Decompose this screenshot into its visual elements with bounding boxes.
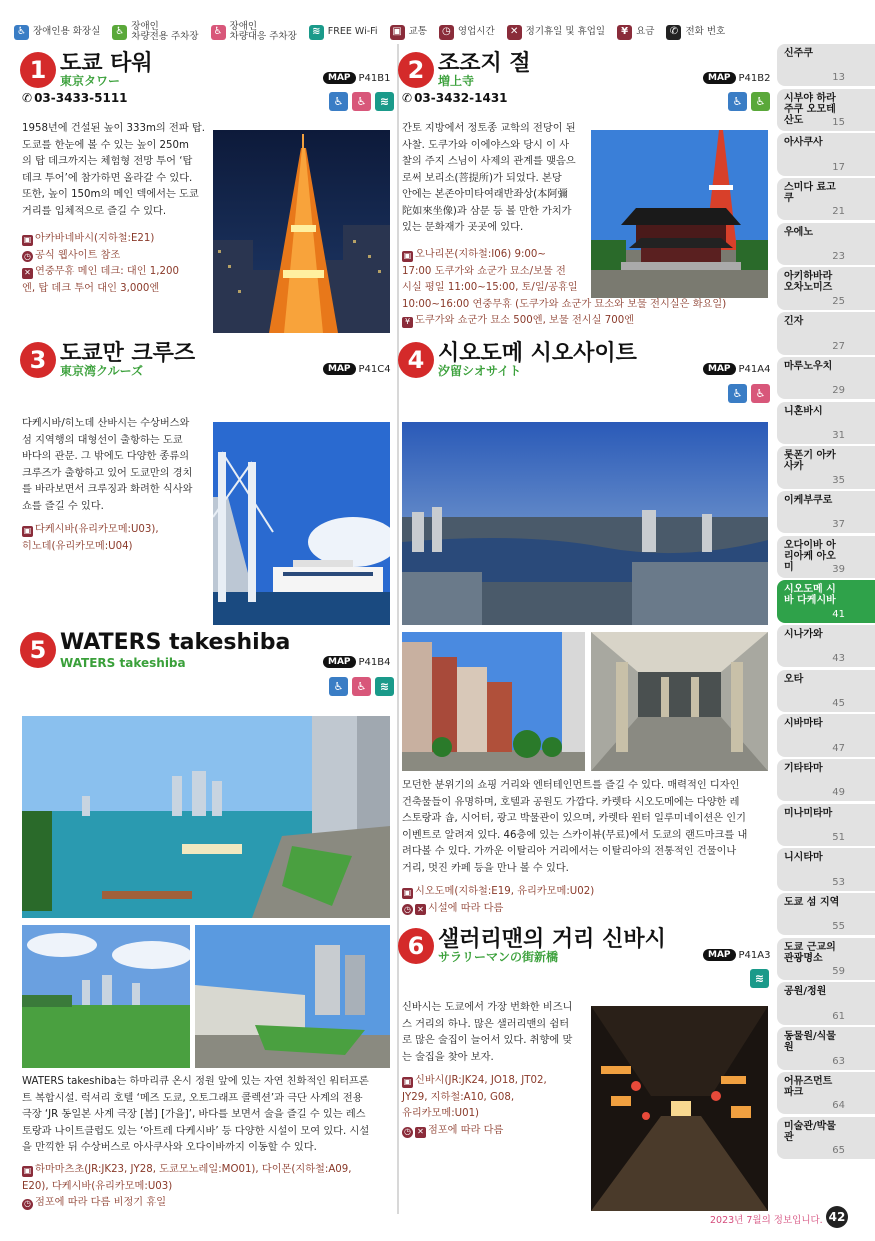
phone-text: 03-3432-1431 — [414, 91, 508, 105]
sidebar-tab[interactable] — [777, 670, 875, 712]
sidebar-tab-page: 17 — [832, 161, 845, 173]
sidebar-tab-page: 13 — [832, 72, 845, 84]
facility-icons — [750, 969, 769, 988]
sidebar-tab-label: 도쿄 섬 지역 — [784, 897, 840, 909]
info-line: E20), 다케시바(유리카모메:U03) — [22, 1180, 173, 1192]
desc-line: 있는 문화재가 곳곳에 있다. — [402, 222, 524, 234]
phone-number[interactable] — [22, 91, 128, 105]
desc-line: 도쿄를 한눈에 볼 수 있는 높이 250m — [22, 139, 189, 151]
legend-label: 장애인 차량대응 주차장 — [229, 21, 297, 42]
sidebar-tab[interactable] — [777, 982, 875, 1024]
tokyo-tower-photo — [213, 130, 390, 333]
spot-info — [22, 231, 212, 297]
wheelchair-icon: ♿ — [14, 25, 29, 40]
map-badge: MAP — [703, 363, 736, 375]
spot-number-badge: 1 — [20, 52, 56, 88]
spot-description — [22, 121, 212, 220]
map-ref-text: P41B4 — [358, 656, 391, 668]
desc-line: 다케시바/히노데 산바시는 수상버스와 — [22, 418, 190, 429]
legend-label: FREE Wi-Fi — [327, 26, 378, 38]
sidebar-tab[interactable] — [777, 625, 875, 667]
spot-description — [402, 1000, 590, 1066]
sidebar-tab-label: 긴자 — [784, 316, 804, 328]
desc-line: 토랑과 나이트클럽도 있는 ‘아트레 다케시바’ 등 다양한 시설이 모여 있다. 시설 — [22, 1125, 370, 1137]
sidebar-tab[interactable] — [777, 89, 875, 131]
sidebar-tab-page: 53 — [832, 876, 845, 888]
spot-title: 도쿄만 크루즈 — [60, 341, 196, 366]
yen-icon: ¥ — [402, 317, 413, 328]
facility-icons — [329, 92, 394, 111]
map-reference[interactable] — [703, 72, 771, 84]
transit-icon: ▣ — [23, 1166, 32, 1175]
map-ref-text: P41A3 — [738, 949, 771, 961]
spot-japanese-name: 増上寺 — [438, 74, 475, 88]
sidebar-tab-label: 시부야 하라주쿠 오모테산도 — [784, 92, 836, 126]
yen-icon: ¥ — [617, 25, 632, 40]
sidebar-tab-label: 이케부쿠로 — [784, 494, 833, 506]
sidebar-tab-label: 기타타마 — [784, 763, 823, 774]
phone-number[interactable] — [402, 91, 508, 105]
wifi-icon: ≋ — [375, 92, 394, 111]
spot-number-badge: 6 — [398, 928, 434, 964]
sidebar-tab-page: 37 — [832, 519, 845, 531]
sidebar-tab-page: 43 — [832, 653, 845, 665]
map-badge: MAP — [323, 363, 356, 375]
sidebar-tab-label: 공원/정원 — [784, 986, 827, 998]
sidebar-tab-page: 55 — [832, 921, 845, 933]
legend-item — [309, 25, 378, 40]
zojoji-temple-photo — [591, 130, 768, 298]
closed-icon: ✕ — [415, 904, 426, 915]
sidebar-tab-page: 31 — [832, 429, 845, 441]
desc-line: 사찰. 도쿠가와 이에야스와 당시 이 사 — [402, 139, 570, 151]
phone-icon: ✆ — [666, 25, 681, 40]
sidebar-tab[interactable] — [777, 759, 875, 801]
desc-line: 거리, 멋진 카페 등을 만나 볼 수 있다. — [402, 862, 569, 874]
desc-line: 의 탑 데크까지는 체험형 전망 투어 ‘탑 — [22, 156, 193, 168]
sidebar-tab-label: 시바마타 — [784, 718, 823, 730]
sidebar-tab[interactable] — [777, 714, 875, 756]
accessible-parking-alt-icon: ♿ — [352, 677, 371, 696]
transit-icon: ▣ — [403, 888, 412, 897]
wheelchair-icon: ♿ — [728, 92, 747, 111]
desc-line: 또한, 높이 150m의 메인 덱에서는 도쿄 — [22, 189, 199, 201]
transit-icon: ▣ — [403, 251, 412, 260]
info-line: 연중무휴 메인 데크: 대인 1,200 — [35, 266, 179, 278]
desc-line: 1958년에 건설된 높이 333m의 전파 탑. — [22, 123, 205, 134]
sidebar-tab[interactable] — [777, 1027, 875, 1069]
sidebar-tab-label: 신주쿠 — [784, 48, 813, 59]
wheelchair-icon: ♿ — [728, 384, 747, 403]
icon-legend — [14, 16, 774, 48]
transit-icon: ▣ — [403, 1077, 412, 1086]
info-line: 히노데(유리카모메:U04) — [22, 540, 133, 552]
tokyo-bay-cruise-photo — [213, 422, 390, 625]
sidebar-tab-label: 오타 — [784, 673, 804, 685]
desc-line: 찰의 주지 스님이 사제의 관계를 맺음으 — [402, 156, 576, 168]
desc-line: 모던한 분위기의 쇼핑 거리와 엔터테인먼트를 즐길 수 있다. 매력적인 디자인 — [402, 780, 740, 791]
map-ref-text: P41B1 — [358, 72, 391, 84]
sidebar-tab-page: 63 — [832, 1055, 845, 1067]
legend-item — [507, 25, 605, 40]
desc-line: 트 복합시설. 럭셔리 호텔 ‘메즈 도쿄, 오토그래프 콜렉션’과 극단 사계의 전용 — [22, 1092, 363, 1104]
desc-line: 이벤트로 알려져 있다. 46층에 있는 스카이뷰(무료)에서 도쿄의 랜드마크를 내 — [402, 829, 748, 841]
legend-item — [666, 25, 725, 40]
desc-line: 크루즈가 출항하고 있어 도쿄만의 경치 — [22, 467, 193, 479]
legend-item — [390, 25, 427, 40]
sidebar-tab[interactable] — [777, 804, 875, 846]
sidebar-tab-page: 15 — [832, 117, 845, 129]
desc-line: 바다의 관문. 그 밖에도 다양한 종류의 — [22, 451, 190, 463]
map-reference[interactable] — [323, 363, 391, 375]
spot-info — [22, 1162, 394, 1212]
sidebar-tab-label: 아키하바라 오차노미즈 — [784, 271, 833, 294]
info-line: 유리카모메:U01) — [402, 1108, 480, 1120]
spot-japanese-name: 東京タワー — [60, 74, 121, 88]
waters-takeshiba-theater-photo — [195, 925, 390, 1068]
sidebar-tab-label: 오다이바 아리아케 아오미 — [784, 539, 836, 573]
sidebar-tab[interactable] — [777, 178, 875, 220]
wifi-icon: ≋ — [309, 25, 324, 40]
accessible-parking-alt-icon: ♿ — [211, 25, 226, 40]
legend-item — [617, 25, 654, 40]
info-line: 오나리몬(지하철:I06) 9:00~ — [415, 249, 546, 260]
info-line: 공식 웹사이트 참조 — [35, 249, 121, 261]
sidebar-tab-page: 21 — [832, 206, 845, 218]
sidebar-tab-label: 미나미타마 — [784, 807, 833, 819]
info-line: 아카바네바시(지하철:E21) — [35, 233, 155, 244]
sidebar-tab-page: 61 — [832, 1010, 845, 1022]
spot-number-badge: 4 — [398, 342, 434, 378]
sidebar-tab-label: 시오도메 시바 다케시바 — [784, 584, 836, 607]
sidebar-tab-page: 64 — [832, 1100, 845, 1112]
desc-line: 쇼를 즐길 수 있다. — [22, 500, 104, 512]
spot-title: 조조지 절 — [438, 51, 531, 76]
facility-icons — [329, 677, 394, 696]
accessible-parking-icon: ♿ — [751, 92, 770, 111]
desc-line: 데크 투어’에 참가하면 올라갈 수 있다. — [22, 172, 193, 184]
sidebar-tab-page: 65 — [832, 1144, 845, 1156]
desc-line: 을 만끽한 뒤 수상버스로 아사쿠사와 오다이바까지 이동할 수 있다. — [22, 1142, 317, 1154]
italian-street-photo — [402, 632, 585, 771]
sidebar-tab-page: 41 — [832, 608, 845, 620]
info-line: 도쿠가와 쇼군가 묘소 500엔, 보물 전시실 700엔 — [415, 315, 635, 327]
facility-icons — [728, 92, 770, 111]
spot-number-badge: 3 — [20, 342, 56, 378]
desc-line: 스토랑과 숍, 시어터, 광고 박물관이 있으며, 카렛타 윈터 일루미네이션은 인기 — [402, 813, 746, 825]
spot-info — [402, 884, 774, 917]
shiodome-underground-photo — [591, 632, 768, 771]
clock-icon: ◷ — [22, 1199, 33, 1210]
phone-icon: ✆ — [22, 91, 33, 105]
sidebar-tab[interactable] — [777, 446, 875, 488]
sidebar-tab[interactable] — [777, 1072, 875, 1114]
column-divider — [397, 44, 399, 1214]
spot-description — [402, 778, 774, 877]
transit-icon: ▣ — [23, 526, 32, 535]
sidebar-tab-page: 39 — [832, 563, 845, 575]
map-ref-text: P41C4 — [358, 363, 391, 375]
spot-japanese-name: 東京湾クルーズ — [60, 364, 144, 378]
map-badge: MAP — [703, 949, 736, 961]
sidebar-tab-label: 미술관/박물관 — [784, 1120, 836, 1143]
phone-text: 03-3433-5111 — [34, 91, 128, 105]
desc-line: 섬 지역행의 대형선이 출항하는 도쿄 — [22, 434, 183, 446]
legend-item — [14, 25, 100, 40]
sidebar-tab[interactable] — [777, 402, 875, 444]
sidebar-tab[interactable] — [777, 267, 875, 309]
sidebar-tab-page: 23 — [832, 251, 845, 263]
wifi-icon: ≋ — [750, 969, 769, 988]
desc-line: 신바시는 도쿄에서 가장 번화한 비즈니 — [402, 1002, 573, 1013]
info-line: 엔, 탑 데크 투어 대인 3,000엔 — [22, 282, 160, 294]
wheelchair-icon: ♿ — [329, 677, 348, 696]
sidebar-tab-page: 25 — [832, 295, 845, 307]
map-ref-text: P41A4 — [738, 363, 771, 375]
spot-description — [402, 121, 592, 237]
sidebar-tab-label: 니시타마 — [784, 852, 823, 864]
shiodome-skyline-photo — [402, 422, 768, 625]
accessible-parking-alt-icon: ♿ — [751, 384, 770, 403]
spot-number-badge: 5 — [20, 632, 56, 668]
info-line: 점포에 따라 다름 — [428, 1124, 504, 1136]
map-badge: MAP — [323, 656, 356, 668]
sidebar-tab-page: 45 — [832, 698, 845, 710]
info-line: 시실 평일 11:00~15:00, 토/일/공휴일 — [402, 282, 578, 294]
spot-description — [22, 416, 212, 515]
sidebar-tab[interactable] — [777, 223, 875, 265]
sidebar-tab[interactable] — [777, 580, 875, 622]
map-ref-text: P41B2 — [738, 72, 771, 84]
closed-icon: ✕ — [22, 268, 33, 279]
desc-line: 거리를 입체적으로 즐길 수 있다. — [22, 205, 167, 217]
info-line: JY29, 지하철:A10, G08, — [402, 1091, 515, 1103]
map-reference[interactable] — [703, 949, 771, 961]
spot-japanese-name: WATERS takeshiba — [60, 656, 186, 670]
legend-item — [439, 25, 495, 40]
sidebar-tab-page: 35 — [832, 474, 845, 486]
sidebar-tab-page: 27 — [832, 340, 845, 352]
map-badge: MAP — [703, 72, 736, 84]
sidebar-tab[interactable] — [777, 938, 875, 980]
desc-line: 간토 지방에서 정토종 교학의 전당이 된 — [402, 123, 576, 134]
clock-icon: ◷ — [439, 25, 454, 40]
info-line: 하마마츠초(JR:JK23, JY28, 도쿄모노레일:MO01), 다이몬(지하철:A09, — [35, 1164, 352, 1175]
phone-icon: ✆ — [402, 91, 413, 105]
spot-japanese-name: サラリーマンの街新橋 — [438, 950, 559, 964]
accessible-parking-icon: ♿ — [112, 25, 127, 40]
info-line: 시설에 따라 다름 — [428, 902, 504, 914]
legend-label: 교통 — [408, 26, 427, 38]
sidebar-tab[interactable] — [777, 893, 875, 935]
info-line: 점포에 따라 다름 비정기 휴일 — [35, 1197, 167, 1209]
spot-info — [22, 522, 212, 555]
sidebar-tab[interactable] — [777, 536, 875, 578]
sidebar-tab-label: 어뮤즈먼트 파크 — [784, 1075, 833, 1098]
spot-info — [402, 1073, 590, 1139]
desc-line: 로 많은 술집이 늘어서 있다. 취향에 맞 — [402, 1035, 573, 1047]
clock-icon: ◷ — [402, 1127, 413, 1138]
waters-takeshiba-aerial-photo — [22, 716, 390, 918]
wifi-icon: ≋ — [375, 677, 394, 696]
sidebar-tab-label: 마루노우치 — [784, 360, 833, 372]
wheelchair-icon: ♿ — [329, 92, 348, 111]
map-reference[interactable] — [323, 72, 391, 84]
waters-takeshiba-lawn-photo — [22, 925, 190, 1068]
spot-title: 시오도메 시오사이트 — [438, 341, 637, 366]
sidebar-tab[interactable] — [777, 491, 875, 533]
sidebar-tab[interactable] — [777, 312, 875, 354]
sidebar-tab-label: 동물원/식물원 — [784, 1031, 836, 1054]
info-line: 10:00~16:00 연중무휴 (도쿠가와 쇼군가 묘소와 보물 전시실은 화요일) — [402, 298, 727, 310]
sidebar-tab-label: 도쿄 근교의 관광명소 — [784, 941, 836, 964]
region-index-sidebar — [777, 44, 875, 1161]
map-reference[interactable] — [703, 363, 771, 375]
legend-label: 장애인용 화장실 — [33, 26, 101, 38]
sidebar-tab[interactable] — [777, 848, 875, 890]
info-line: 17:00 도쿠가와 쇼군가 묘소/보물 전 — [402, 265, 566, 277]
clock-icon: ◷ — [22, 251, 33, 262]
sidebar-tab-label: 니혼바시 — [784, 405, 823, 417]
spot-description — [22, 1074, 394, 1157]
sidebar-tab-page: 47 — [832, 742, 845, 754]
sidebar-tab[interactable] — [777, 44, 875, 86]
desc-line: 陀如來坐像)과 삼문 등 볼 만한 가치가 — [402, 205, 572, 217]
spot-japanese-name: 汐留シオサイト — [438, 364, 522, 378]
shinbashi-alley-photo — [591, 1006, 768, 1211]
sidebar-tab-label: 스미다 료고쿠 — [784, 182, 836, 205]
accessible-parking-alt-icon: ♿ — [352, 92, 371, 111]
facility-icons — [728, 384, 770, 403]
info-line: 신바시(JR:JK24, JO18, JT02, — [415, 1075, 547, 1086]
spot-title: WATERS takeshiba — [60, 630, 291, 655]
info-line: 다케시바(유리카모메:U03), — [35, 524, 159, 535]
spot-title: 도쿄 타워 — [60, 51, 153, 76]
sidebar-tab-label: 아사쿠사 — [784, 137, 823, 149]
legend-item — [211, 22, 297, 42]
transit-icon: ▣ — [390, 25, 405, 40]
desc-line: 는 술집을 찾아 보자. — [402, 1051, 494, 1063]
spot-number-badge: 2 — [398, 52, 434, 88]
desc-line: 안에는 본존아미타여래반좌상(本阿彌 — [402, 189, 568, 201]
desc-line: 를 바라보면서 크루징과 화려한 식사와 — [22, 484, 193, 496]
legend-label: 영업시간 — [457, 26, 495, 38]
clock-icon: ◷ — [402, 904, 413, 915]
sidebar-tab-page: 49 — [832, 787, 845, 799]
sidebar-tab-page: 51 — [832, 832, 845, 844]
spot-title: 샐러리맨의 거리 신바시 — [438, 927, 666, 952]
desc-line: 건축물들이 유명하며, 호텔과 공원도 가깝다. 카렛타 시오도메에는 다양한 레 — [402, 796, 740, 808]
legend-label: 정기휴일 및 휴업일 — [525, 26, 606, 38]
sidebar-tab-label: 우에노 — [784, 226, 813, 238]
map-badge: MAP — [323, 72, 356, 84]
desc-line: 로써 보리소(菩提所)가 되었다. 본당 — [402, 172, 562, 184]
page-number: 42 — [826, 1206, 848, 1228]
map-reference[interactable] — [323, 656, 391, 668]
closed-icon: ✕ — [415, 1127, 426, 1138]
closed-icon: ✕ — [507, 25, 522, 40]
sidebar-tab[interactable] — [777, 1117, 875, 1159]
desc-line: WATERS takeshiba는 하마리큐 온시 정원 앞에 있는 자연 친화적인 워터프론 — [22, 1076, 369, 1087]
sidebar-tab[interactable] — [777, 357, 875, 399]
legend-label: 전화 번호 — [685, 26, 726, 38]
sidebar-tab[interactable] — [777, 133, 875, 175]
legend-label: 요금 — [636, 26, 655, 38]
legend-item — [112, 22, 198, 42]
legend-label: 장애인 차량전용 주차장 — [131, 21, 199, 42]
sidebar-tab-page: 29 — [832, 385, 845, 397]
desc-line: 스 거리의 하나. 많은 샐러리맨의 쉼터 — [402, 1018, 570, 1030]
info-line: 시오도메(지하철:E19, 유리카모메:U02) — [415, 886, 595, 897]
desc-line: 극장 ‘JR 동일본 사계 극장 [봄] [가을]’, 바다를 보면서 술을 즐길 수 있는 레스 — [22, 1109, 366, 1121]
info-date-note: 2023년 7월의 정보입니다. — [710, 1215, 823, 1226]
transit-icon: ▣ — [23, 235, 32, 244]
sidebar-tab-page: 59 — [832, 966, 845, 978]
sidebar-tab-label: 롯폰기 아카사카 — [784, 450, 836, 473]
desc-line: 려다볼 수 있다. 가까운 이탈리아 거리에서는 이탈리아의 전통적인 건물이나 — [402, 846, 737, 858]
sidebar-tab-label: 시나가와 — [784, 628, 823, 640]
